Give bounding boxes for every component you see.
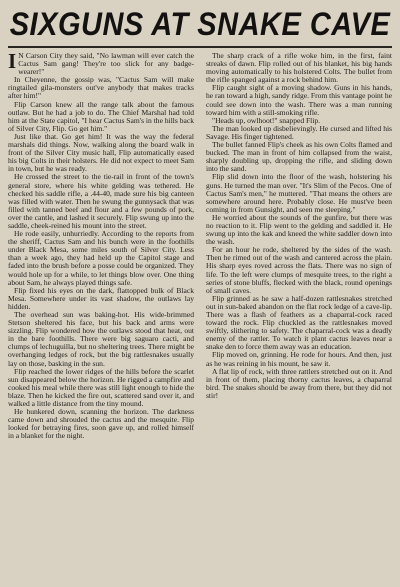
left-column xyxy=(8,52,194,580)
paragraph-text: A flat lip of rock, with three rattlers stretched out on it. And in front of them, placing thorny cactus leaves, a chaparral bird. The snakes should be away from there, but they did not stir! xyxy=(206,366,392,400)
paragraph xyxy=(206,84,392,116)
paragraph-text: Flip reached the lower ridges of the hills before the scarlet sun disappeared below the horizon. He rigged a campfire and cooked his meal while there was still light enough to hide the blaze. Then he kicked the fire out, scattered sand over it, and walked a little distance from the tiny mound. xyxy=(8,366,194,409)
paragraph-text: The man looked up disbelievingly. He cursed and lifted his Savage. His finger tightened. xyxy=(206,123,392,141)
paragraph xyxy=(8,133,194,173)
paragraph-text: The sharp crack of a rifle woke him, in the first, faint streaks of dawn. Flip rolled out of his blanket, his big hands moving automatically to his holstered Colts. The bullet from the rifle spanged against a rock behind him. xyxy=(206,52,392,85)
paragraph xyxy=(8,408,194,440)
paragraph xyxy=(206,52,392,84)
paragraph-text: The overhead sun was baking-hot. His wide-brimmed Stetson sheltered his face, but his back and arms were sizzling. Flip wondered how the outlaws stood that heat, out in the bare foothills. There were big saguaro cacti, and clumps of lechuguilla, but no sheltering trees. There might be overhanging ledges of rock, but the big rattlesnakes usually lay on those, basking in the sun. xyxy=(8,310,194,368)
right-column xyxy=(206,52,392,580)
paragraph-text: He crossed the street to the tie-rail in front of the town's general store, where his white gelding was tethered. He checked his saddle rifle, a .44-40, made sure his big canteen was filled with water. Then he swung the gunnysack that was filled with tanned beef and flour and a few pounds of pork, over the cantle, and lashed it securely. Flip swung up into the saddle, cheek-reined his mount into the street. xyxy=(8,172,194,230)
paragraph xyxy=(8,368,194,408)
paragraph-text: Flip slid down into the floor of the wash, holstering his guns. He turned the man over. "It's Slim of the Pecos. One of Cactus Sam's men," he muttered. "That means the others are somewhere around here. Probably close. He must've been coming in from Gunsight, and seen me sleeping." xyxy=(206,172,392,214)
paragraph xyxy=(8,287,194,311)
drop-cap: I xyxy=(8,52,17,73)
paragraph xyxy=(8,230,194,287)
paragraph-text: He hunkered down, scanning the horizon. The darkness came down and shrouded the cactus and the mesquite. Flip looked for betraying fires, soon gave up, and rolled himself in a blanket for the night. xyxy=(8,407,194,441)
paragraph-text: Just like that. Go get him! It was the way the federal marshals did things. Now, walking along the board walk in front of the Silver City music hall, Flip automatically eased his big Colts in their holsters. He did not expect to meet Sam in town, but he was ready. xyxy=(8,131,194,174)
paragraph-text: Flip Carson knew all the range talk about the famous outlaw. But he had a job to do. The Chief Marshal had told him at the State capitol, "I hear Cactus Sam's in the hills back of Silver City, Flip. Go get him." xyxy=(8,99,194,133)
paragraph-text: In Cheyenne, the gossip was, "Cactus Sam will make ringtailed gila-monsters out've anybody that makes tracks after him!" xyxy=(8,75,194,101)
paragraph-text: Flip grinned as he saw a half-dozen rattlesnakes stretched out in sun-baked abandon on the flat rock ledge of a cave-lip. There was a flash of feathers as a chaparral-cock raced toward the rock. Flip chuckled as the rattlesnakes moved swiftly, slithering to safety. The chaparral-cock was a deadly enemy of the rattler. To watch it plant cactus leaves near a snake den to force them away was an education. xyxy=(206,293,392,352)
paragraph xyxy=(206,368,392,400)
paragraph-text: N Carson City they said, "No lawman will ever catch the Cactus Sam gang! They're too slick for any badge-wearer!" xyxy=(18,52,194,77)
story-title: SIXGUNS AT SNAKE CAVE xyxy=(9,7,391,43)
paragraph-text: Flip fixed his eyes on the dark, flattopped bulk of Black Mesa. Somewhere under its vast shadow, the outlaws lay hidden. xyxy=(8,285,194,311)
title-rule xyxy=(8,46,392,48)
paragraph xyxy=(8,52,194,76)
paragraph xyxy=(206,295,392,352)
paragraph-text: For an hour he rode, sheltered by the sides of the wash. Then he rimed out of the wash and cantered across the plain. His sharp eyes roved across the flats. There was no sign of life. To the left were clumps of mesquite trees, to the right a series of stone bluffs, flecked with the black, round openings of small caves. xyxy=(206,245,392,295)
paragraph xyxy=(8,101,194,133)
paragraph-text: Flip moved on, grinning. He rode for hours. And then, just as he was reining in his mount, he saw it. xyxy=(206,350,392,368)
paragraph-text: Flip caught sight of a moving shadow. Guns in his hands, he ran toward a high, sandy ridge. From this vantage point he could see down into the wash. There was a man running toward him with a still-smoking rifle. xyxy=(206,83,392,117)
paragraph-text: He rode easily, unhurriedly. According to the reports from the sheriff, Cactus Sam and his bunch were in the foothills under Black Mesa, some miles south of Silver City. Less than a week ago, they had held up the Capitol stage and faded into the brush before a posse could be organized. They would hole up for a while, to let things blow over. One thing about Sam, he always played things safe. xyxy=(8,229,194,287)
paragraph xyxy=(8,173,194,230)
paragraph xyxy=(206,173,392,213)
paragraph xyxy=(206,246,392,295)
text-columns xyxy=(8,52,392,580)
paragraph-text: He worried about the sounds of the gunfire, but there was no reaction to it. Flip went to the gelding and saddled it. He swung up into the kak and kneed the white saddler down into the wash. xyxy=(206,212,392,247)
paragraph xyxy=(206,141,392,173)
paragraph-text: The bullet fanned Flip's cheek as his own Colts flamed and bucked. The man in front of him collapsed from the waist, sharply doubling up, dropping the rifle, and sliding down into the sand. xyxy=(206,140,392,174)
paragraph xyxy=(8,76,194,100)
paragraph-text: "Heads up, owlhoot!" snapped Flip. xyxy=(212,115,321,125)
paragraph xyxy=(206,214,392,246)
paragraph xyxy=(206,351,392,367)
paragraph xyxy=(8,311,194,368)
paragraph xyxy=(206,125,392,141)
